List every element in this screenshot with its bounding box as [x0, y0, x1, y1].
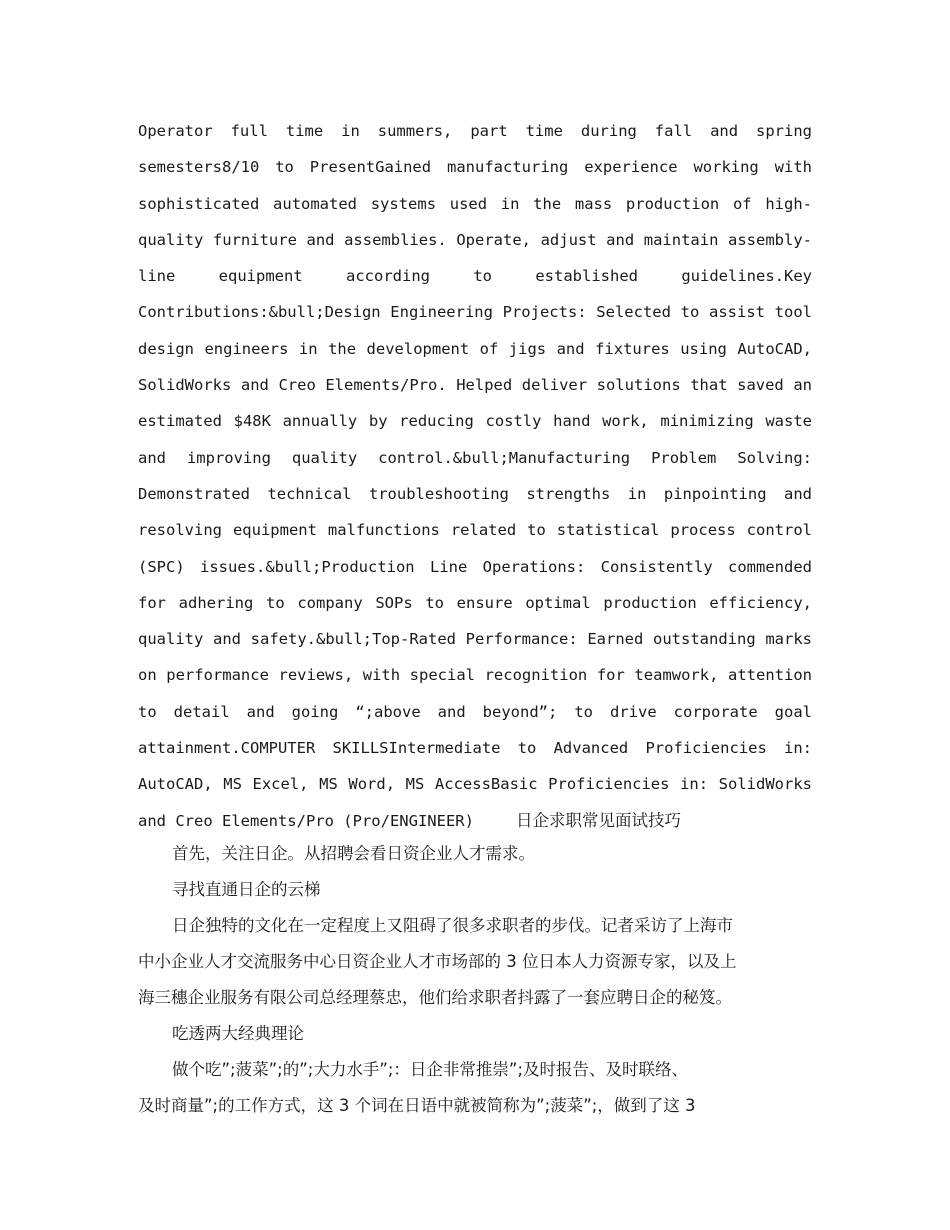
text-line: line equipment according to established guidelines.Key — [138, 267, 812, 286]
text-line: to detail and going “;above and beyond”; to drive corporate goal — [138, 702, 812, 721]
text-line: and improving quality control.&bull;Manufacturing Problem Solving: — [138, 448, 812, 467]
text-line: and Creo Elements/Pro (Pro/ENGINEER) — [138, 811, 474, 830]
cn-paragraph-line: 海三穗企业服务有限公司总经理蔡忠，他们给求职者抖露了一套应聘日企的秘笈。 — [138, 988, 732, 1007]
text-line-with-title — [138, 803, 812, 839]
text-line: for adhering to company SOPs to ensure optimal production efficiency, — [138, 593, 812, 612]
text-line: resolving equipment malfunctions related to statistical process control — [138, 521, 812, 540]
text-line: Operator full time in summers, part time during fall and spring — [138, 122, 812, 140]
cn-paragraph-line: 及时商量”;的工作方式，这 3 个词在日语中就被简称为”;菠菜”;，做到了这 3 — [138, 1096, 696, 1115]
text-line: attainment.COMPUTER SKILLSIntermediate to Advanced Proficiencies in: — [138, 739, 812, 758]
text-line: estimated $48K annually by reducing costly hand work, minimizing waste — [138, 412, 812, 431]
text-line: AutoCAD, MS Excel, MS Word, MS AccessBasic Proficiencies in: SolidWorks — [138, 775, 812, 794]
text-line: semesters8/10 to PresentGained manufacturing experience working with — [138, 158, 812, 177]
text-line: Demonstrated technical troubleshooting strengths in pinpointing and — [138, 484, 812, 503]
chinese-title: 日企求职常见面试技巧 — [515, 810, 681, 830]
cn-paragraph: 首先，关注日企。从招聘会看日资企业人才需求。 — [172, 844, 535, 863]
text-line: quality and safety.&bull;Top-Rated Performance: Earned outstanding marks — [138, 630, 812, 649]
cn-heading: 吃透两大经典理论 — [172, 1024, 304, 1043]
cn-paragraph-line: 做个吃”;菠菜”;的”;大力水手”;：日企非常推崇”;及时报告、及时联络、 — [172, 1060, 689, 1079]
cn-paragraph-line: 中小企业人才交流服务中心日资企业人才市场部的 3 位日本人力资源专家，以及上 — [138, 952, 737, 971]
text-line: (SPC) issues.&bull;Production Line Operations: Consistently commended — [138, 557, 812, 576]
text-line: design engineers in the development of jigs and fixtures using AutoCAD, — [138, 339, 812, 358]
text-line: on performance reviews, with special recognition for teamwork, attention — [138, 666, 812, 685]
cn-heading: 寻找直通日企的云梯 — [172, 880, 321, 899]
english-resume-text — [138, 113, 812, 839]
text-line: sophisticated automated systems used in the mass production of high- — [138, 194, 812, 213]
text-line: quality furniture and assemblies. Operate, adjust and maintain assembly- — [138, 230, 812, 249]
text-line: Contributions:&bull;Design Engineering Projects: Selected to assist tool — [138, 303, 812, 322]
text-line: SolidWorks and Creo Elements/Pro. Helped deliver solutions that saved an — [138, 376, 812, 395]
cn-paragraph-line: 日企独特的文化在一定程度上又阻碍了很多求职者的步伐。记者采访了上海市 — [172, 916, 733, 935]
